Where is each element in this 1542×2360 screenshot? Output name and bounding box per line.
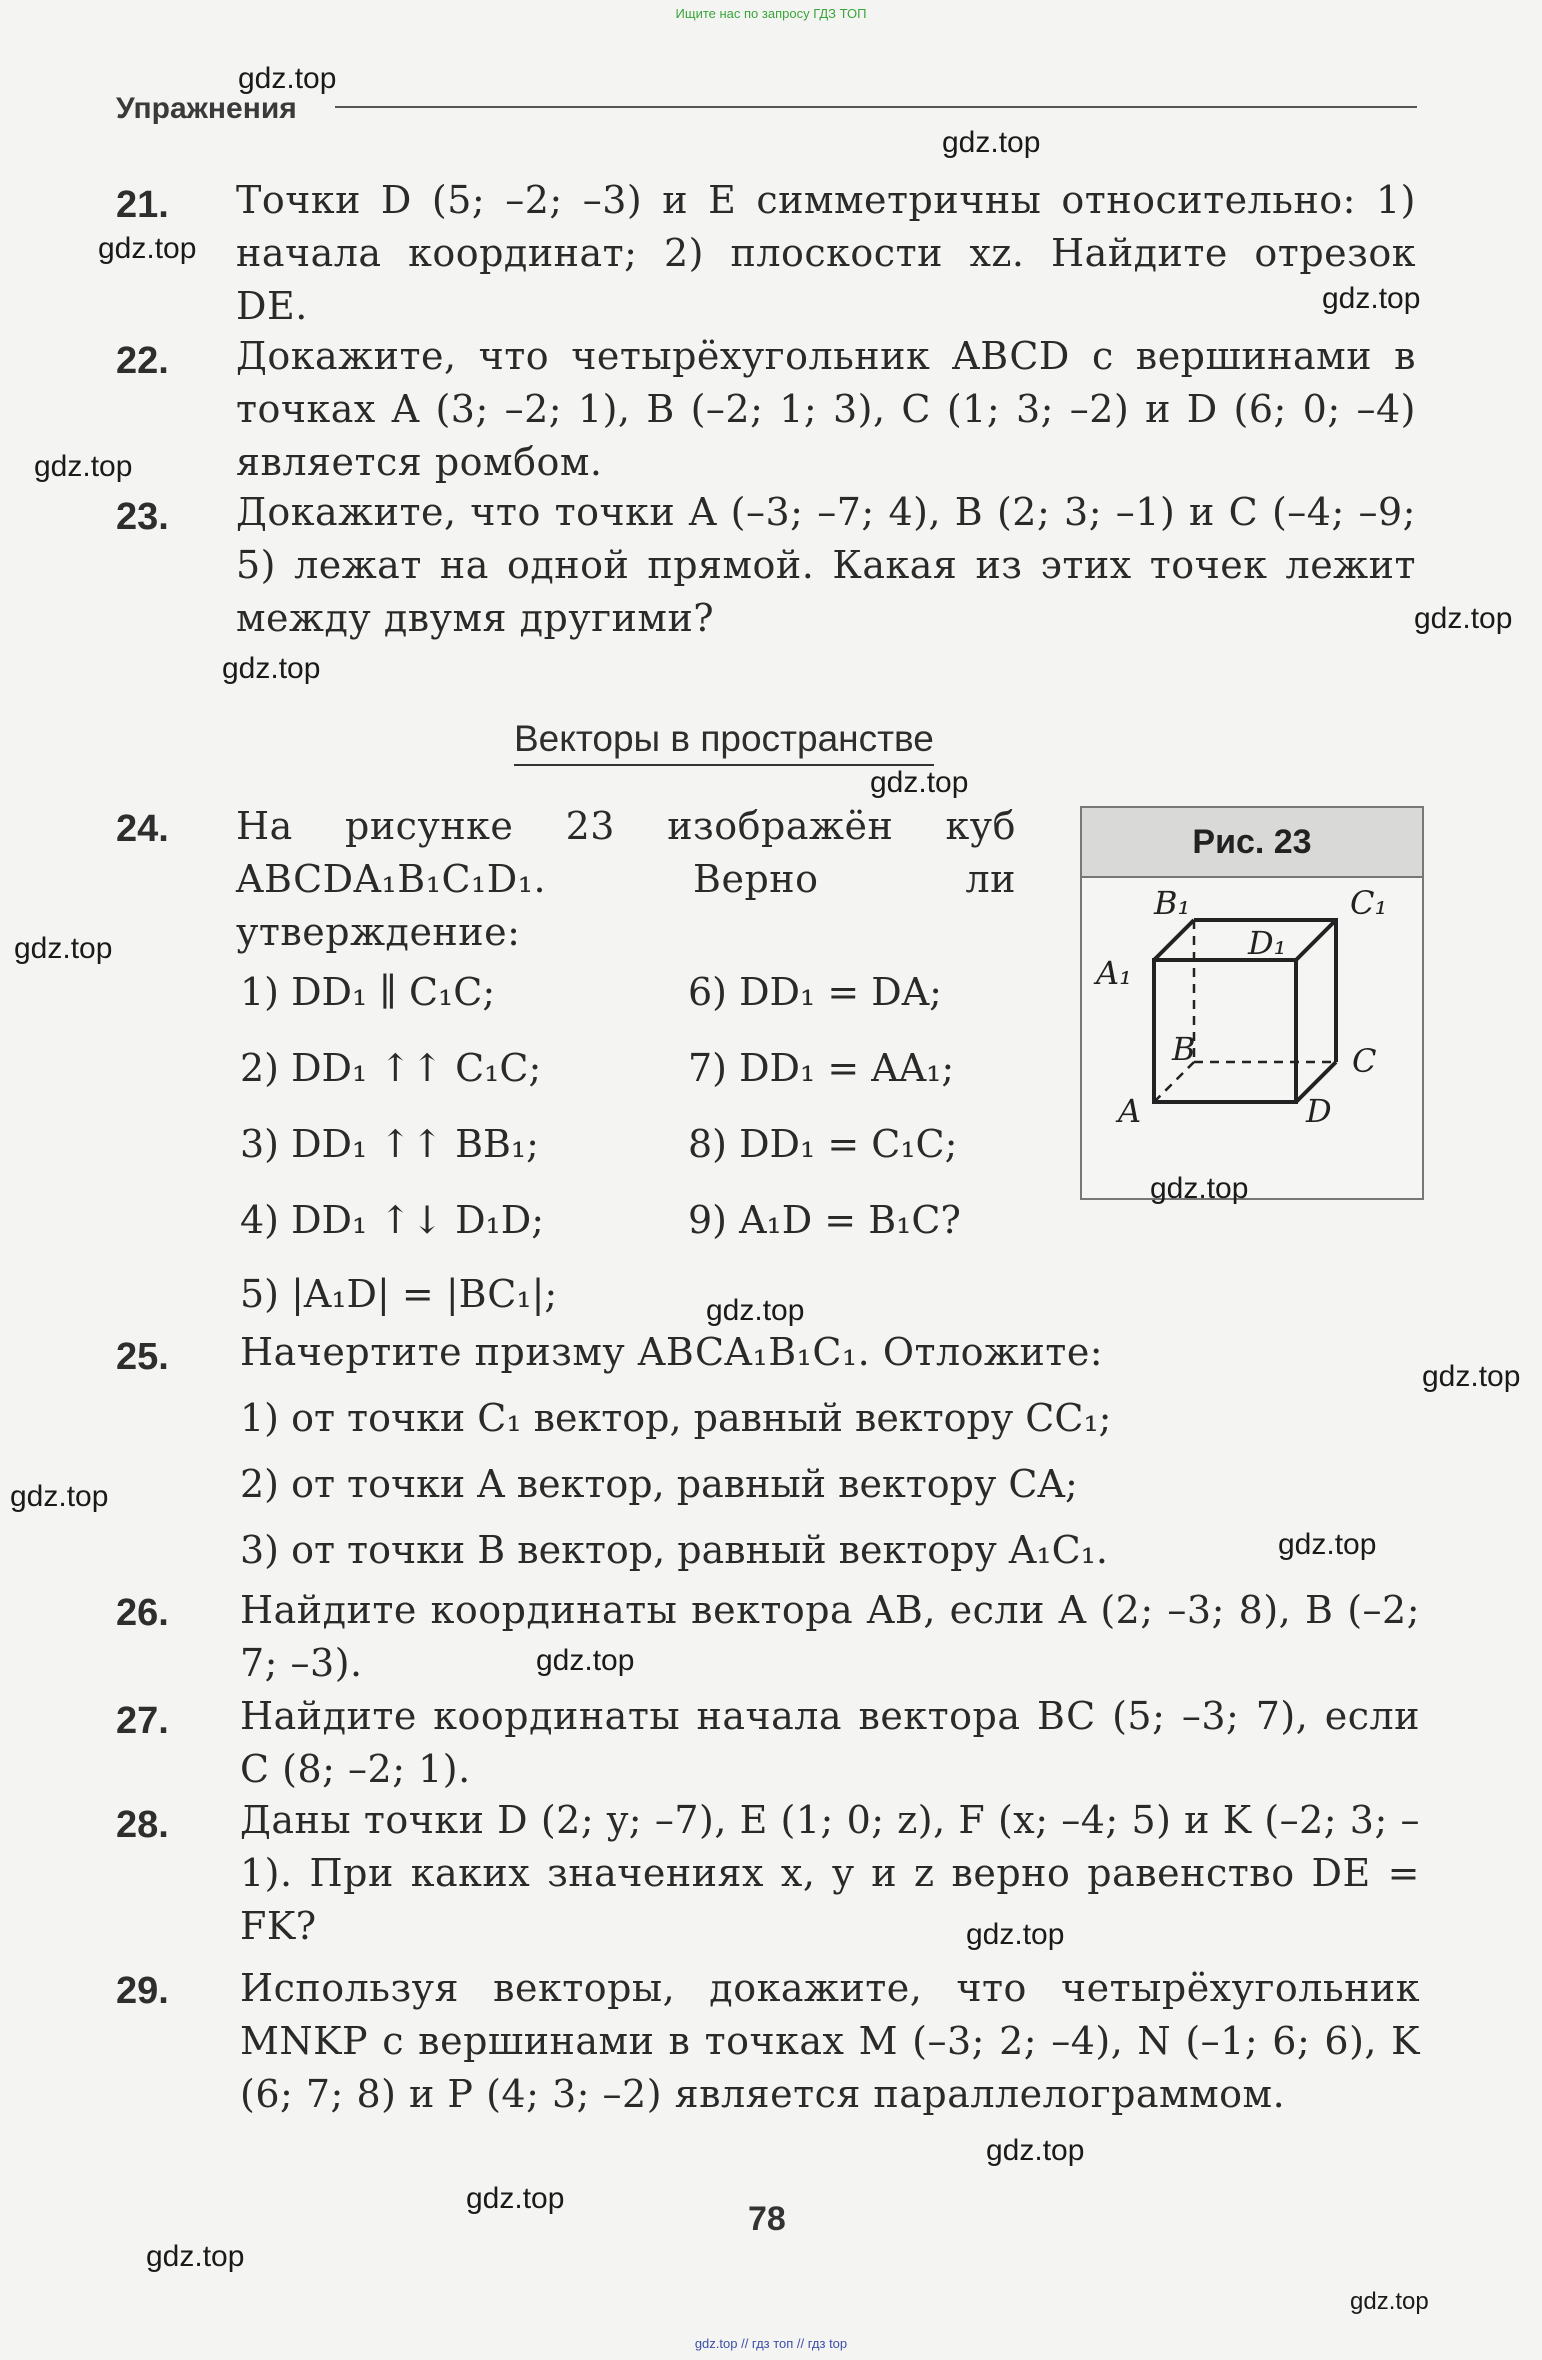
exercise-22-text: Докажите, что четырёхугольник ABCD с вершинами в точках A (3; –2; 1), B (–2; 1; 3), C (1; 3; –2) и D (6; 0; –4) является ромбом. xyxy=(236,334,1416,484)
exercise-29-number: 29. xyxy=(116,1970,169,2012)
figure-caption: Рис. 23 xyxy=(1082,808,1422,878)
top-search-note: Ищите нас по запросу ГДЗ ТОП xyxy=(675,6,867,21)
cube-drawing xyxy=(1082,876,1422,1198)
exercise-23-number: 23. xyxy=(116,496,169,538)
label-a1: A₁ xyxy=(1096,954,1132,992)
exercise-24-item-6: 6) DD₁ = DA; xyxy=(688,970,942,1014)
watermark: gdz.top xyxy=(1422,1360,1521,1393)
watermark: gdz.top xyxy=(1150,1172,1249,1205)
watermark: gdz.top xyxy=(14,932,113,965)
exercise-27-text: Найдите координаты начала вектора BC (5; –3; 7), если C (8; –2; 1). xyxy=(240,1694,1420,1791)
exercise-24-item-2: 2) DD₁ ↑↑ C₁C; xyxy=(240,1046,542,1090)
watermark: gdz.top xyxy=(966,1918,1065,1951)
exercise-24-item-7: 7) DD₁ = AA₁; xyxy=(688,1046,955,1090)
cube-edge-d1c1 xyxy=(1296,920,1336,960)
exercise-21-number: 21. xyxy=(116,184,169,226)
watermark: gdz.top xyxy=(146,2240,245,2273)
exercise-25-item-3: 3) от точки B вектор, равный вектору A₁C₁. xyxy=(240,1528,1108,1572)
exercise-25-item-2: 2) от точки A вектор, равный вектору CA; xyxy=(240,1462,1078,1506)
figure-23 xyxy=(1080,806,1424,1200)
watermark: gdz.top xyxy=(34,450,133,483)
watermark: gdz.top xyxy=(942,126,1041,159)
label-d: D xyxy=(1306,1092,1332,1130)
watermark: gdz.top xyxy=(1322,282,1421,315)
exercise-25-text: Начертите призму ABCA₁B₁C₁. Отложите: xyxy=(240,1330,1104,1374)
label-c1: C₁ xyxy=(1350,884,1388,922)
watermark: gdz.top xyxy=(98,232,197,265)
label-d1: D₁ xyxy=(1248,924,1287,962)
bottom-note: gdz.top // гдз топ // гдз top xyxy=(694,2336,848,2351)
section-header: Упражнения xyxy=(116,92,297,125)
exercise-22-number: 22. xyxy=(116,340,169,382)
label-b: B xyxy=(1172,1030,1196,1068)
exercise-28-text: Даны точки D (2; y; –7), E (1; 0; z), F (x; –4; 5) и K (–2; 3; –1). При каких значениях x, y и z верно равенство DE = FK? xyxy=(240,1798,1420,1948)
exercise-26-text: Найдите координаты вектора AB, если A (2; –3; 8), B (–2; 7; –3). xyxy=(240,1588,1420,1685)
exercise-24-number: 24. xyxy=(116,808,169,850)
label-b1: B₁ xyxy=(1154,884,1191,922)
exercise-25-number: 25. xyxy=(116,1336,169,1378)
exercise-26-number: 26. xyxy=(116,1592,169,1634)
watermark: gdz.top xyxy=(466,2182,565,2215)
exercise-28-number: 28. xyxy=(116,1804,169,1846)
cube-hidden-ab xyxy=(1154,1062,1194,1102)
watermark: gdz.top xyxy=(1278,1528,1377,1561)
exercise-21-text: Точки D (5; –2; –3) и E симметричны относительно: 1) начала координат; 2) плоскости xz. Найдите отрезок DE. xyxy=(236,178,1416,328)
watermark: gdz.top xyxy=(238,62,337,95)
exercise-24-item-8: 8) DD₁ = C₁C; xyxy=(688,1122,958,1166)
watermark: gdz.top xyxy=(986,2134,1085,2167)
label-c: C xyxy=(1352,1042,1377,1080)
watermark: gdz.top xyxy=(536,1644,635,1677)
exercise-29-text: Используя векторы, докажите, что четырёхугольник MNKP с вершинами в точках M (–3; 2; –4), N (–1; 6; 6), K (6; 7; 8) и P (4; 3; –2) является параллелограммом. xyxy=(240,1966,1420,2116)
watermark: gdz.top xyxy=(870,766,969,799)
watermark: gdz.top xyxy=(222,652,321,685)
watermark: gdz.top xyxy=(10,1480,109,1513)
exercise-25-item-1: 1) от точки C₁ вектор, равный вектору CC₁; xyxy=(240,1396,1112,1440)
label-a: A xyxy=(1118,1092,1142,1130)
exercise-24-item-5: 5) |A₁D| = |BC₁|; xyxy=(240,1272,558,1316)
exercise-23-text: Докажите, что точки A (–3; –7; 4), B (2; 3; –1) и C (–4; –9; 5) лежат на одной прямой. Какая из этих точек лежит между двумя другими? xyxy=(236,490,1416,640)
watermark: gdz.top xyxy=(1350,2288,1429,2315)
exercise-24-item-4: 4) DD₁ ↑↓ D₁D; xyxy=(240,1198,545,1242)
watermark: gdz.top xyxy=(1414,602,1513,635)
exercise-24-item-3: 3) DD₁ ↑↑ BB₁; xyxy=(240,1122,539,1166)
exercise-24-text: На рисунке 23 изображён куб ABCDA₁B₁C₁D₁. Верно ли утверждение: xyxy=(236,804,1016,954)
watermark: gdz.top xyxy=(706,1294,805,1327)
exercise-24-item-1: 1) DD₁ ∥ C₁C; xyxy=(240,970,496,1014)
cube-edge-a1b1 xyxy=(1154,920,1194,960)
page-number: 78 xyxy=(748,2200,786,2238)
section-title: Векторы в пространстве xyxy=(514,718,934,766)
exercise-24-item-9: 9) A₁D = B₁C? xyxy=(688,1198,961,1242)
header-divider xyxy=(335,106,1417,108)
exercise-27-number: 27. xyxy=(116,1700,169,1742)
